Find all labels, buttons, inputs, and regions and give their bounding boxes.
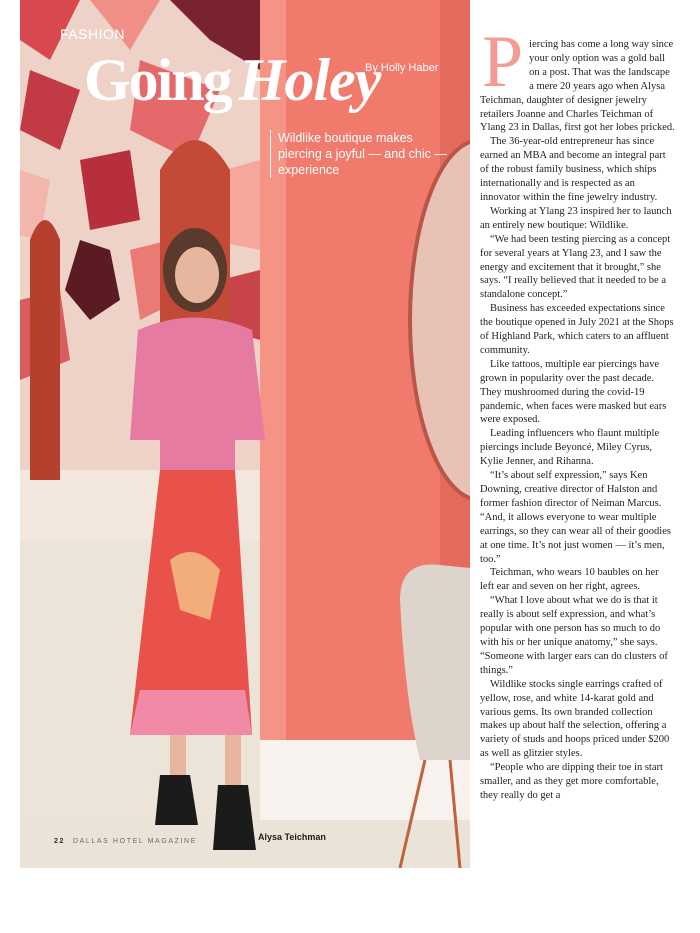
article-paragraph: “What I love about what we do is that it really is about self expression, and what’s popular with one person has so much to do with his or her unique anatomy,” she says. “Someone with larger ears can do clusters of things.” [480,595,668,676]
article-paragraph: Business has exceeded expectations since the boutique opened in July 2021 at the Shops of Highland Park, which caters to an affluent community. [480,303,674,356]
article-paragraph: Leading influencers who flaunt multiple piercings include Beyoncé, Miley Cyrus, Kylie Jenner, and Rihanna. [480,428,660,468]
headline-word-2: Holey [238,47,381,113]
article-paragraph: “We had been testing piercing as a concept for several years at Ylang 23, and I saw the energy and excitement that it brought,” she says. “I really believed that it needed to be a standalone concept.” [480,233,671,301]
arch-left [30,220,60,480]
article-paragraph: Like tattoos, multiple ear piercings have grown in popularity over the past decade. They mushroomed during the covid-19 pandemic, when faces were masked but ears were exposed. [480,358,667,426]
headline [84,47,381,113]
article-paragraph: Working at Ylang 23 inspired her to launch an entirely new boutique: Wildlike. [480,205,672,231]
photo-caption: Alysa Teichman [258,832,326,842]
byline: By Holly Haber [365,62,439,74]
article-paragraph: Wildlike stocks single earrings crafted of yellow, rose, and white 14-karat gold and various gems. Its own branded collection makes up about half the selection, offering a variety of studs and hoops priced under $200 as well as glitzier styles. [480,678,670,760]
article-paragraph: Teichman, who wears 10 baubles on her left ear and seven on her right, agrees. [480,567,659,593]
folio [54,838,197,845]
article-paragraph: “It’s about self expression,” says Ken Downing, creative director of Halston and former fashion director of Neiman Marcus. “And, it allows everyone to wear multiple earrings, so they can wear all of their goodies at one time. It’s not just women — it’s men, too.” [480,470,671,565]
publication-name: DALLAS HOTEL MAGAZINE [73,838,197,845]
section-label: FASHION [60,26,125,42]
page-number: 22 [54,838,65,845]
article-paragraph: “People who are dipping their toe in start smaller, and as they get more comfortable, they really do get a [480,762,663,801]
drop-cap: P [482,21,524,103]
article-paragraph: The 36-year-old entrepreneur has since earned an MBA and become an integral part of the robust family business, which ships internationally and is respected as an innovator within the fine jewelry industry. [480,136,666,203]
headline-word-1: Going [84,47,231,113]
feature-photo [20,0,470,868]
article-body [480,21,675,803]
article-paragraph: Piercing has come a long way since your only option was a gold ball on a post. That was the landscape a mere 20 years ago when Alysa Teichman, daughter of designer jewelry retailers Joanne and Charles Teichman of Ylang 23 in Dallas, first got her lobes pricked. [480,21,675,134]
deck: Wildlike boutique makes piercing a joyful — and chic — experience [270,130,448,178]
